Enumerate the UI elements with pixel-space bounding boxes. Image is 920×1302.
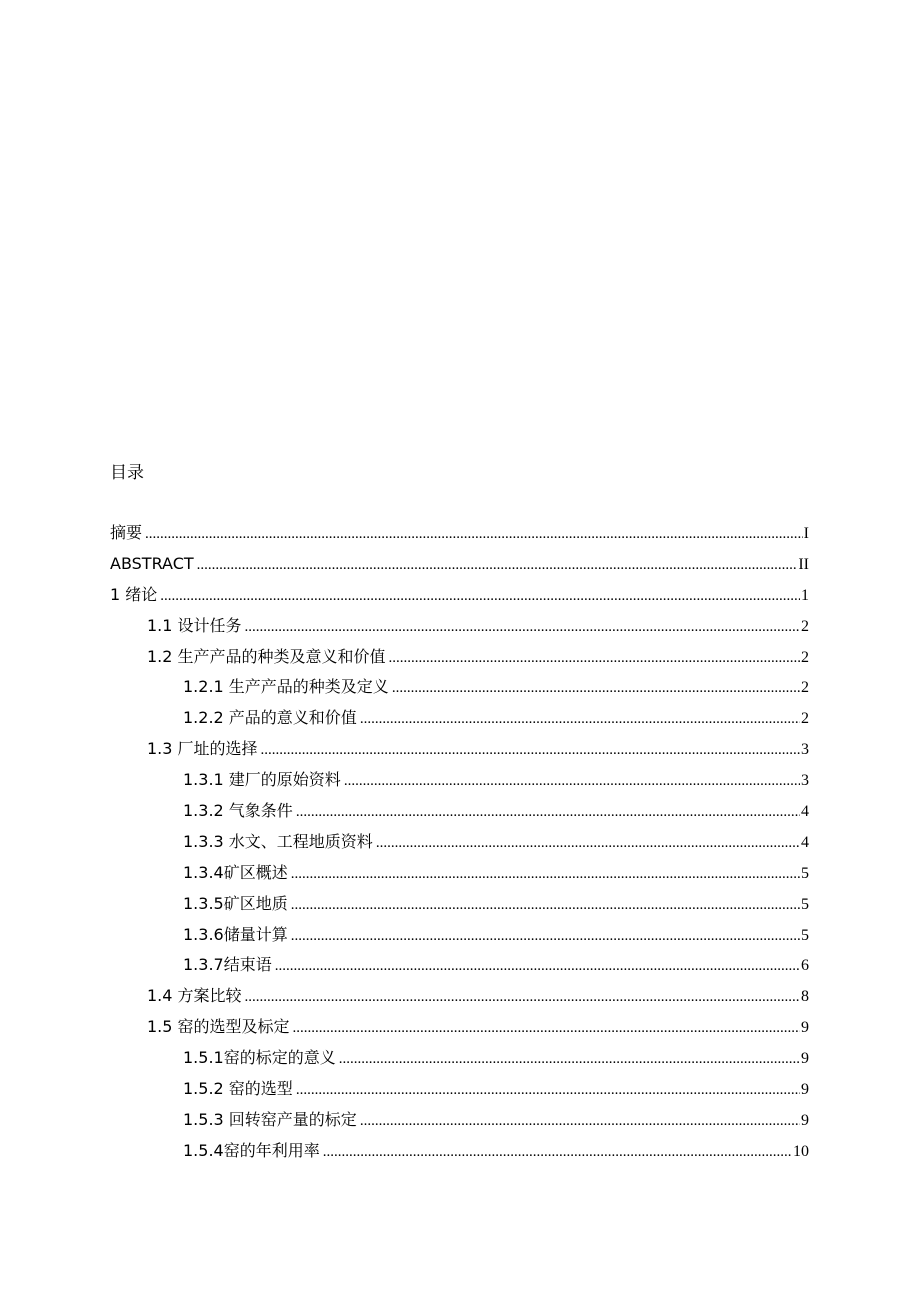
toc-entry-title: 1.1 设计任务 <box>147 615 242 635</box>
toc-entry <box>110 769 809 800</box>
toc-dot-leader <box>291 893 800 915</box>
toc-page-number: II <box>798 555 809 573</box>
toc-entry <box>110 1047 809 1078</box>
toc-entry <box>110 615 809 646</box>
toc-dot-leader <box>339 1047 800 1069</box>
toc-dot-leader <box>389 646 800 668</box>
toc-page-number: 3 <box>801 741 809 759</box>
toc-entry <box>110 831 809 862</box>
toc-entry <box>110 1078 809 1109</box>
toc-entry-title: 1.5.2 窑的选型 <box>183 1079 293 1099</box>
toc-dot-leader <box>245 615 800 637</box>
toc-entry <box>110 1109 809 1140</box>
toc-entry-title: 1.4 方案比较 <box>147 986 242 1006</box>
toc-page-number: 10 <box>793 1142 809 1160</box>
toc-page-number: 4 <box>801 803 809 821</box>
toc-entry-title: 1.2.1 生产产品的种类及定义 <box>183 677 389 697</box>
toc-entry-title: 1.3.4矿区概述 <box>183 862 288 882</box>
toc-entry-title: 摘要 <box>110 523 143 542</box>
toc-dot-leader <box>392 676 800 698</box>
table-of-contents <box>110 522 809 1171</box>
toc-entry-title: 1.3 厂址的选择 <box>147 739 258 759</box>
toc-entry-title: 1.5 窑的选型及标定 <box>147 1017 290 1037</box>
toc-entry-title: 1.3.1 建厂的原始资料 <box>183 770 341 790</box>
toc-title: 目录 <box>110 463 144 483</box>
toc-entry <box>110 954 809 985</box>
toc-entry-title: 1.3.3 水文、工程地质资料 <box>183 831 373 851</box>
toc-dot-leader <box>261 738 800 760</box>
toc-dot-leader <box>245 985 800 1007</box>
toc-entry <box>110 893 809 924</box>
toc-entry-title: 1.3.6储量计算 <box>183 924 288 944</box>
toc-page-number: 6 <box>801 957 809 975</box>
toc-page-number: 5 <box>801 926 809 944</box>
toc-dot-leader <box>323 1140 792 1162</box>
toc-entry <box>110 1016 809 1047</box>
toc-entry <box>110 924 809 955</box>
toc-page-number: 2 <box>801 679 809 697</box>
toc-entry-title: 1.5.1窑的标定的意义 <box>183 1048 336 1068</box>
toc-entry-title: 1.3.5矿区地质 <box>183 893 288 913</box>
toc-entry <box>110 862 809 893</box>
toc-entry <box>110 800 809 831</box>
toc-dot-leader <box>293 1016 800 1038</box>
toc-entry-title: 1 绪论 <box>110 584 158 604</box>
toc-entry <box>110 584 809 615</box>
toc-entry-title: 1.3.7结束语 <box>183 955 272 975</box>
toc-dot-leader <box>291 924 800 946</box>
toc-page-number: 9 <box>801 1019 809 1037</box>
toc-dot-leader <box>145 522 803 544</box>
toc-dot-leader <box>275 954 800 976</box>
toc-dot-leader <box>360 707 800 729</box>
toc-entry <box>110 522 809 553</box>
toc-entry-title: ABSTRACT <box>110 553 194 573</box>
toc-page-number: 8 <box>801 988 809 1006</box>
toc-page-number: 1 <box>801 586 809 604</box>
toc-dot-leader <box>291 862 800 884</box>
toc-page-number: 9 <box>801 1111 809 1129</box>
toc-entry-title: 1.3.2 气象条件 <box>183 801 293 821</box>
toc-page-number: 2 <box>801 617 809 635</box>
toc-dot-leader <box>360 1109 800 1131</box>
toc-entry <box>110 553 809 584</box>
toc-entry <box>110 1140 809 1171</box>
toc-entry <box>110 676 809 707</box>
toc-entry <box>110 707 809 738</box>
toc-entry <box>110 985 809 1016</box>
toc-entry-title: 1.2.2 产品的意义和价值 <box>183 708 357 728</box>
toc-dot-leader <box>344 769 800 791</box>
toc-page-number: I <box>803 525 809 542</box>
toc-dot-leader <box>376 831 800 853</box>
toc-page-number: 2 <box>801 710 809 728</box>
toc-entry <box>110 646 809 677</box>
toc-entry-title: 1.5.4窑的年利用率 <box>183 1140 320 1160</box>
toc-dot-leader <box>197 553 798 575</box>
toc-dot-leader <box>296 800 800 822</box>
toc-page-number: 5 <box>801 864 809 882</box>
toc-page-number: 5 <box>801 895 809 913</box>
toc-page-number: 3 <box>801 772 809 790</box>
toc-entry <box>110 738 809 769</box>
toc-dot-leader <box>160 584 800 606</box>
toc-entry-title: 1.5.3 回转窑产量的标定 <box>183 1109 357 1129</box>
toc-page-number: 9 <box>801 1081 809 1099</box>
toc-page-number: 9 <box>801 1050 809 1068</box>
toc-dot-leader <box>296 1078 800 1100</box>
toc-page-number: 4 <box>801 833 809 851</box>
toc-entry-title: 1.2 生产产品的种类及意义和价值 <box>147 646 386 666</box>
toc-page-number: 2 <box>801 648 809 666</box>
